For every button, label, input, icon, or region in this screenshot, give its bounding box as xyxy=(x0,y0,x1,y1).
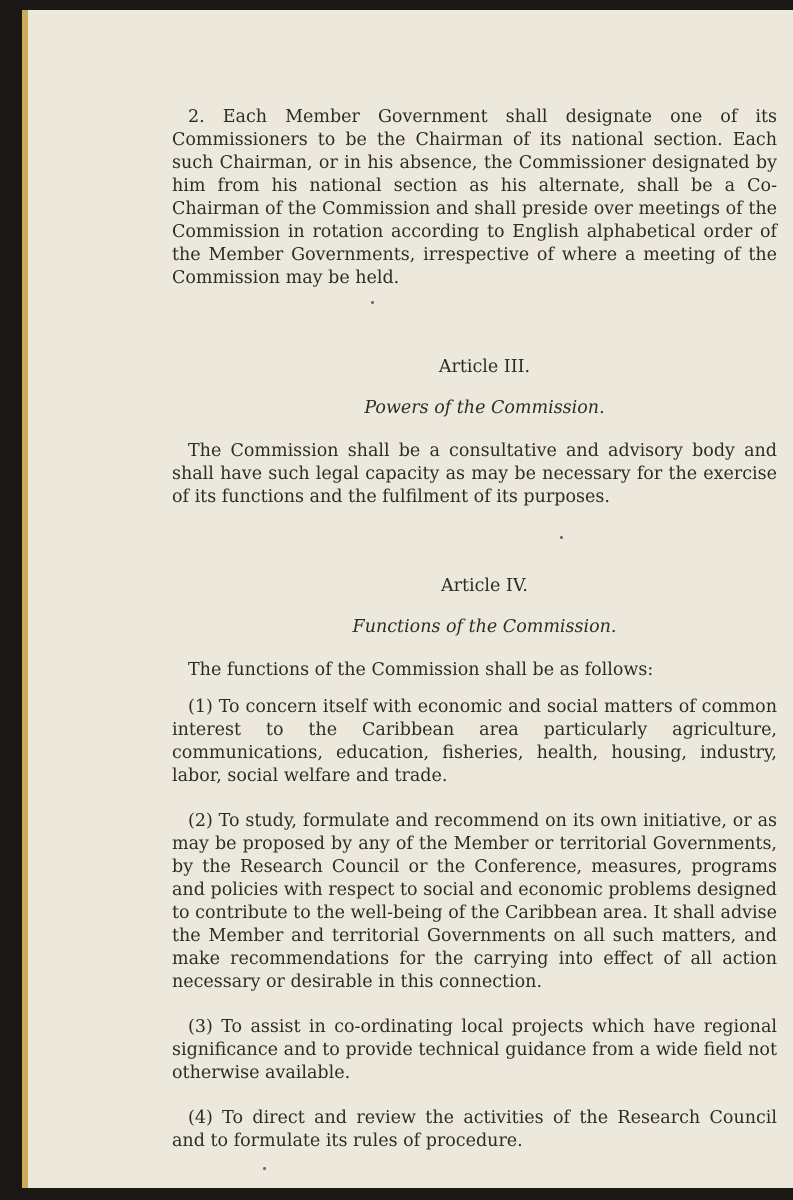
function-item-1: (1) To concern itself with economic and social matters of common interest to the Caribbean area particularly agriculture, communications, education, fisheries, health, housing, industry, labor, social welfare and trade. xyxy=(172,697,777,786)
article-3-subtitle: Powers of the Commission. xyxy=(364,398,605,418)
article-3-heading: Article III. xyxy=(438,357,531,377)
page-binding-edge xyxy=(22,10,28,1188)
function-item-4: (4) To direct and review the activities of the Research Council and to formulate its rules of procedure. xyxy=(172,1108,777,1151)
function-item-2: (2) To study, formulate and recommend on its own initiative, or as may be proposed by any of the Member or territorial Governments, by the Research Council or the Conference, measures, programs and policies with respect to social and economic problems designed to contribute to the well-being of the Caribbean area. It shall advise the Member and territorial Governments on all such matters, and make recommendations for the carrying into effect of all action necessary or desirable in this connection. xyxy=(172,811,777,992)
function-item-3: (3) To assist in co-ordinating local projects which have regional significance and to provide technical guidance from a wide field not otherwise available. xyxy=(172,1017,777,1083)
article-4-section xyxy=(172,575,777,1153)
paper-speck xyxy=(560,536,563,539)
article-3-body: The Commission shall be a consultative and advisory body and shall have such legal capacity as may be necessary for the exercise of its functions and the fulfilment of its purposes. xyxy=(172,441,777,507)
paper-speck xyxy=(371,301,374,304)
page-text xyxy=(172,106,777,1153)
paragraph-2: 2. Each Member Government shall designate one of its Commissioners to be the Chairman of its national section. Each such Chairman, or in his absence, the Commissioner designated by him from his national section as his alternate, shall be a Co-Chairman of the Commission and shall preside over meetings of the Commission in rotation according to English alphabetical order of the Member Governments, irrespective of where a meeting of the Commission may be held. xyxy=(172,107,777,288)
article-4-heading: Article IV. xyxy=(440,576,528,596)
paper-speck xyxy=(263,1167,266,1170)
article-4-lead: The functions of the Commission shall be as follows: xyxy=(188,660,654,680)
article-4-subtitle: Functions of the Commission. xyxy=(352,617,617,637)
article-3-section xyxy=(172,356,777,509)
document-page xyxy=(22,10,793,1188)
